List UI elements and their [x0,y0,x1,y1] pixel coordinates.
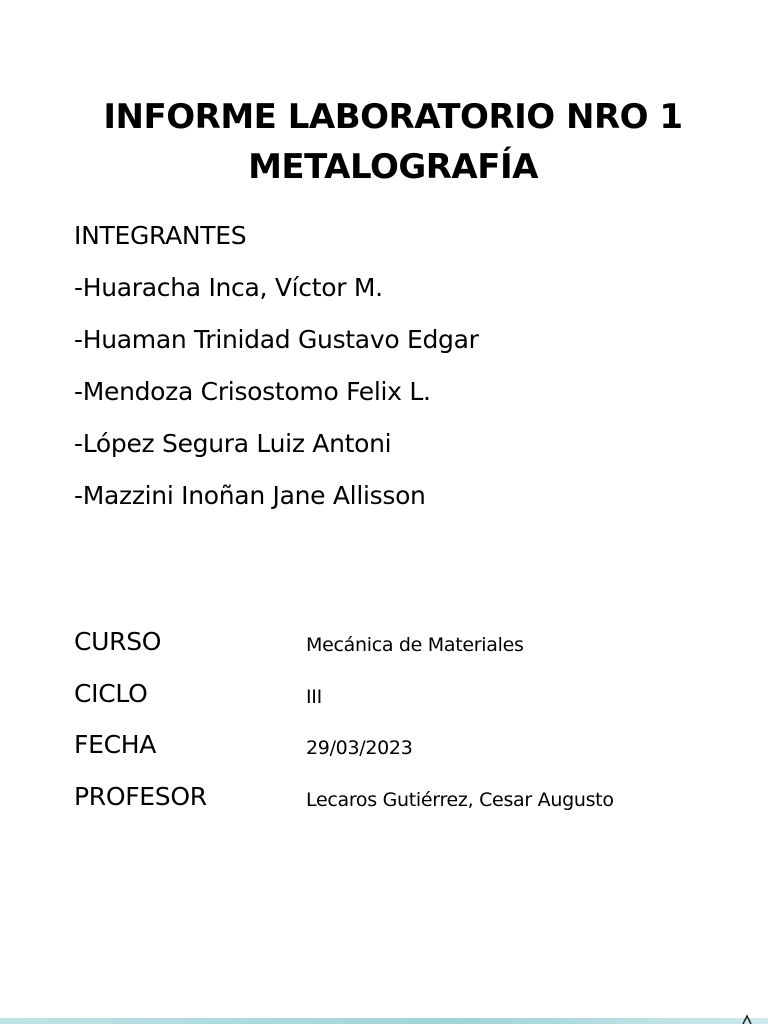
info-value: III [306,685,322,708]
report-title [0,92,768,192]
member-item: -Mazzini Inoñan Jane Allisson [74,481,426,510]
decorative-corner-mark [740,1014,754,1024]
member-item: -Mendoza Crisostomo Felix L. [74,377,431,406]
member-item: -López Segura Luiz Antoni [74,429,392,458]
info-label: FECHA [74,730,157,759]
info-value: 29/03/2023 [306,737,413,759]
members-heading: INTEGRANTES [74,221,247,250]
info-label: PROFESOR [74,781,207,811]
report-title-line-1: INFORME LABORATORIO NRO 1 [103,97,683,137]
members-section [74,210,479,522]
info-label: CICLO [74,678,148,708]
info-label: CURSO [74,627,162,656]
info-value: Lecaros Gutiérrez, Cesar Augusto [306,788,614,811]
decorative-bottom-band [0,1018,768,1024]
member-item: -Huaracha Inca, Víctor M. [74,273,383,302]
info-value: Mecánica de Materiales [306,634,524,656]
report-title-line-2: METALOGRAFÍA [248,147,538,187]
member-item: -Huaman Trinidad Gustavo Edgar [74,325,479,354]
